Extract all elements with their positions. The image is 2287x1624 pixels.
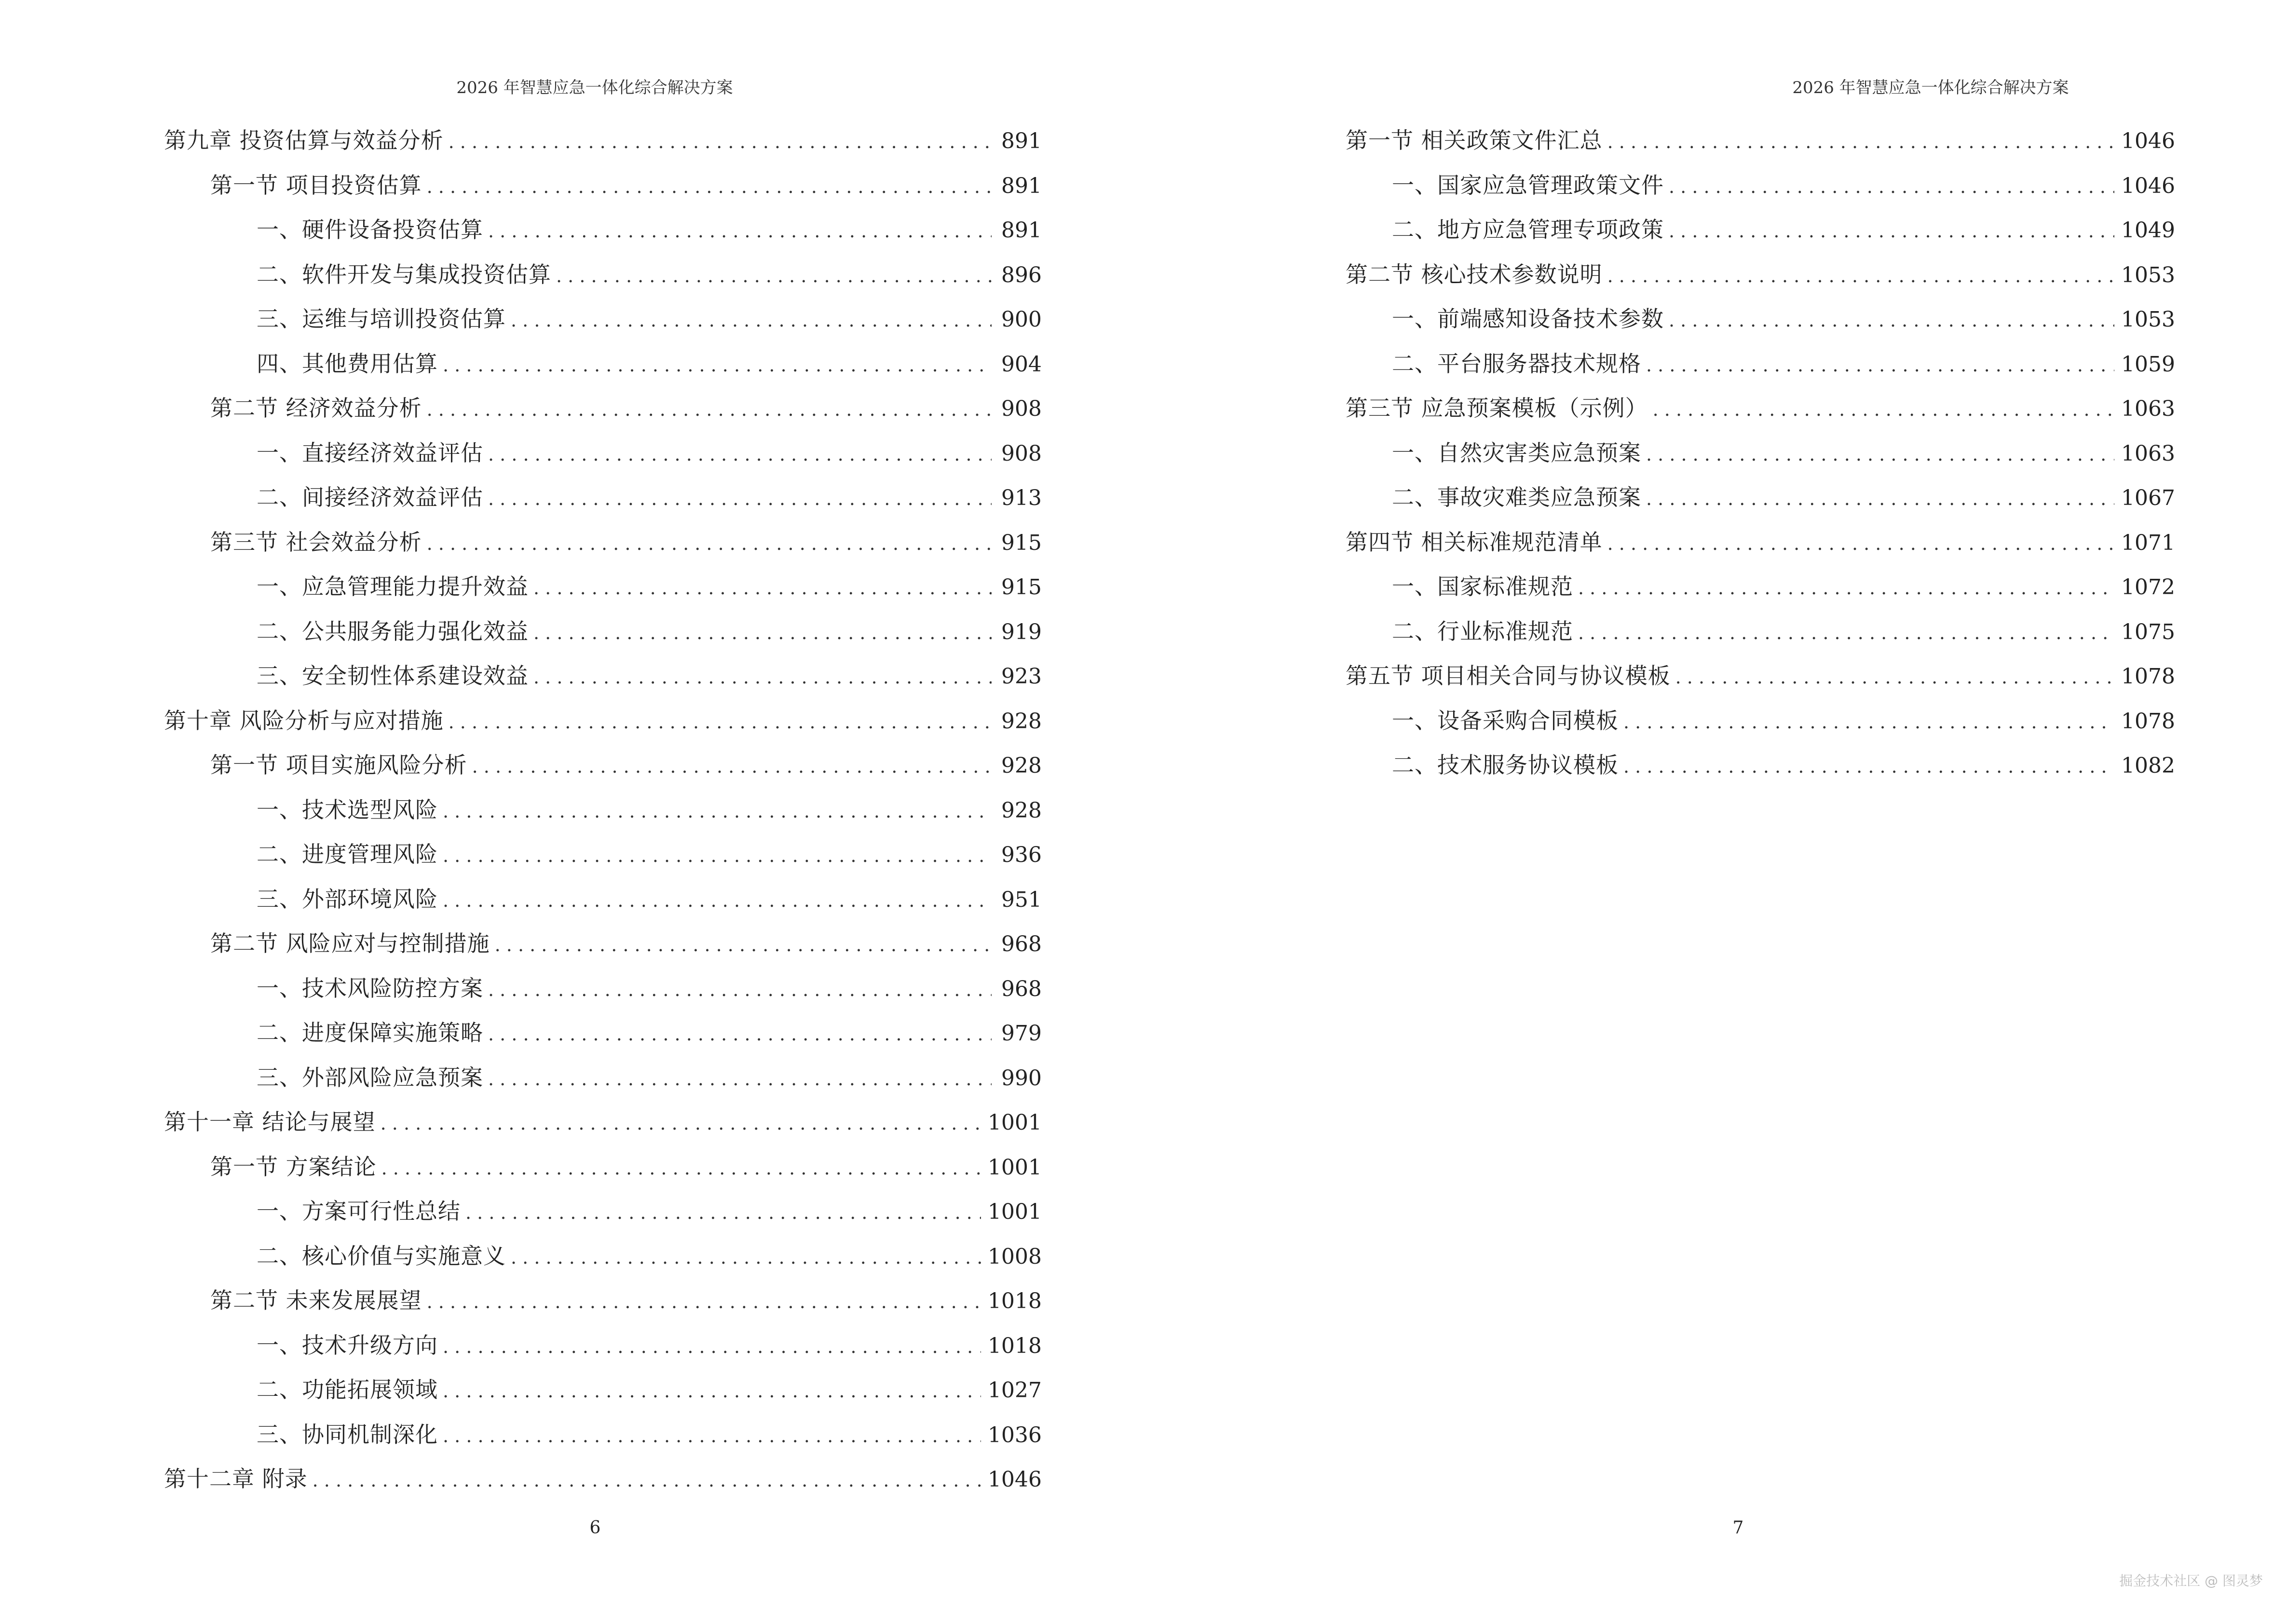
toc-entry-page-number: 908: [1001, 441, 1042, 466]
toc-entry[interactable]: [164, 654, 1042, 698]
toc-entry[interactable]: [164, 1189, 1042, 1234]
toc-entry-page-number: 1059: [2121, 352, 2175, 377]
toc-entry[interactable]: [164, 698, 1042, 743]
toc-entry[interactable]: [164, 1367, 1042, 1412]
toc-entry[interactable]: [164, 1055, 1042, 1100]
toc-entry-title: 第二节 风险应对与控制措施: [210, 930, 490, 956]
toc-entry-page-number: 968: [1001, 976, 1042, 1001]
dot-leader: [443, 878, 992, 923]
toc-entry-page-number: 891: [1001, 129, 1042, 153]
toc-entry-title: 第十章 风险分析与应对措施: [164, 707, 444, 734]
dot-leader: [381, 1146, 981, 1191]
dot-leader: [472, 744, 992, 789]
toc-entry-page-number: 900: [1001, 307, 1042, 332]
toc-entry-page-number: 1053: [2121, 307, 2175, 332]
toc-entry[interactable]: [1346, 341, 2175, 386]
running-header: 2026 年智慧应急一体化综合解决方案: [1792, 78, 2069, 97]
toc-entry[interactable]: [164, 1145, 1042, 1189]
dot-leader: [488, 1057, 992, 1102]
toc-entry[interactable]: [164, 1323, 1042, 1368]
toc-entry-page-number: 1049: [2121, 218, 2175, 243]
toc-entry[interactable]: [1346, 118, 2175, 163]
dot-leader: [488, 1012, 992, 1057]
toc-entry[interactable]: [164, 386, 1042, 431]
toc-entry[interactable]: [164, 832, 1042, 877]
dot-leader: [533, 611, 992, 655]
toc-entry[interactable]: [164, 252, 1042, 297]
toc-entry[interactable]: [164, 118, 1042, 163]
toc-entry-page-number: 1001: [988, 1155, 1042, 1180]
table-of-contents: [164, 118, 1042, 1501]
toc-entry[interactable]: [1346, 431, 2175, 476]
toc-entry-title: 一、技术选型风险: [257, 796, 438, 823]
toc-entry-page-number: 928: [1001, 753, 1042, 778]
toc-entry-title: 二、行业标准规范: [1392, 618, 1573, 644]
dot-leader: [1646, 432, 2114, 477]
toc-entry[interactable]: [1346, 698, 2175, 743]
toc-entry-title: 第二节 未来发展展望: [210, 1287, 422, 1313]
toc-entry-title: 二、技术服务协议模板: [1392, 752, 1619, 778]
toc-entry-page-number: 915: [1001, 530, 1042, 555]
toc-entry-page-number: 928: [1001, 798, 1042, 823]
dot-leader: [427, 387, 992, 432]
toc-entry[interactable]: [1346, 386, 2175, 431]
toc-entry-page-number: 891: [1001, 173, 1042, 198]
toc-entry-title: 二、功能拓展领域: [257, 1377, 438, 1403]
dot-leader: [533, 655, 992, 700]
dot-leader: [443, 343, 992, 388]
toc-entry[interactable]: [1346, 654, 2175, 698]
toc-entry-title: 三、外部环境风险: [257, 886, 438, 912]
toc-entry[interactable]: [164, 966, 1042, 1011]
toc-entry-page-number: 1027: [988, 1378, 1042, 1403]
toc-entry-title: 第二节 核心技术参数说明: [1346, 261, 1603, 287]
dot-leader: [1669, 209, 2114, 254]
toc-entry-page-number: 1018: [988, 1289, 1042, 1313]
page-number: 6: [589, 1518, 601, 1538]
dot-leader: [1607, 120, 2114, 164]
toc-entry-page-number: 1046: [988, 1467, 1042, 1492]
toc-entry[interactable]: [164, 163, 1042, 208]
toc-entry[interactable]: [1346, 207, 2175, 252]
dot-leader: [449, 700, 992, 745]
toc-entry[interactable]: [1346, 475, 2175, 520]
toc-entry-page-number: 1001: [988, 1110, 1042, 1135]
dot-leader: [443, 1369, 981, 1414]
dot-leader: [427, 164, 992, 209]
toc-entry-title: 二、进度保障实施策略: [257, 1020, 483, 1046]
toc-entry-page-number: 1071: [2121, 530, 2175, 555]
dot-leader: [427, 521, 992, 566]
dot-leader: [511, 1235, 981, 1280]
toc-entry-title: 三、协同机制深化: [257, 1421, 438, 1447]
toc-entry[interactable]: [1346, 252, 2175, 297]
toc-entry-title: 三、安全韧性体系建设效益: [257, 663, 529, 689]
dot-leader: [488, 432, 992, 477]
dot-leader: [443, 1324, 981, 1369]
toc-entry-title: 三、外部风险应急预案: [257, 1064, 483, 1091]
toc-entry[interactable]: [164, 743, 1042, 788]
toc-entry-title: 一、方案可行性总结: [257, 1198, 461, 1224]
table-of-contents: [1346, 118, 2175, 788]
toc-entry-title: 二、核心价值与实施意义: [257, 1242, 506, 1269]
toc-entry-title: 四、其他费用估算: [257, 350, 438, 377]
toc-entry-page-number: 968: [1001, 932, 1042, 956]
toc-entry-title: 二、地方应急管理专项政策: [1392, 217, 1664, 243]
dot-leader: [1607, 254, 2114, 299]
dot-leader: [488, 209, 992, 254]
dot-leader: [488, 477, 992, 521]
toc-entry[interactable]: [1346, 743, 2175, 788]
toc-entry-title: 二、事故灾难类应急预案: [1392, 484, 1641, 510]
toc-entry-title: 一、硬件设备投资估算: [257, 217, 483, 243]
toc-entry[interactable]: [164, 609, 1042, 654]
toc-entry-title: 三、运维与培训投资估算: [257, 306, 506, 332]
toc-entry-title: 第一节 方案结论: [210, 1153, 377, 1180]
toc-entry[interactable]: [164, 877, 1042, 922]
toc-entry[interactable]: [164, 788, 1042, 832]
toc-entry-page-number: 1078: [2121, 664, 2175, 689]
toc-entry-page-number: 1075: [2121, 619, 2175, 644]
toc-entry-page-number: 904: [1001, 352, 1042, 377]
toc-entry-page-number: 1078: [2121, 709, 2175, 734]
toc-entry-page-number: 915: [1001, 575, 1042, 600]
dot-leader: [1669, 298, 2114, 343]
toc-entry-page-number: 1046: [2121, 129, 2175, 153]
toc-entry[interactable]: [164, 207, 1042, 252]
toc-entry[interactable]: [164, 431, 1042, 476]
toc-entry-title: 第三节 应急预案模板（示例）: [1346, 395, 1648, 421]
toc-entry[interactable]: [164, 1100, 1042, 1145]
toc-entry[interactable]: [164, 341, 1042, 386]
toc-entry[interactable]: [1346, 163, 2175, 208]
toc-entry[interactable]: [1346, 520, 2175, 565]
toc-entry-title: 第十二章 附录: [164, 1466, 308, 1492]
dot-leader: [1646, 343, 2114, 388]
toc-entry-page-number: 891: [1001, 218, 1042, 243]
toc-entry-title: 一、国家应急管理政策文件: [1392, 172, 1664, 198]
toc-entry-title: 第一节 相关政策文件汇总: [1346, 127, 1603, 153]
dot-leader: [1653, 387, 2114, 432]
dot-leader: [1578, 566, 2114, 611]
toc-entry-page-number: 908: [1001, 396, 1042, 421]
running-header: 2026 年智慧应急一体化综合解决方案: [456, 78, 733, 97]
toc-entry-title: 一、直接经济效益评估: [257, 439, 483, 466]
dot-leader: [443, 1414, 981, 1459]
toc-entry-title: 第一节 项目投资估算: [210, 172, 422, 198]
toc-entry-title: 二、间接经济效益评估: [257, 484, 483, 510]
dot-leader: [1669, 164, 2114, 209]
right-page: [1144, 0, 2287, 1624]
dot-leader: [443, 789, 992, 834]
toc-entry-title: 第十一章 结论与展望: [164, 1109, 376, 1135]
toc-entry-title: 第五节 项目相关合同与协议模板: [1346, 663, 1671, 689]
toc-entry[interactable]: [164, 564, 1042, 609]
toc-entry-page-number: 990: [1001, 1065, 1042, 1091]
toc-entry-title: 二、进度管理风险: [257, 841, 438, 867]
toc-entry-title: 二、软件开发与集成投资估算: [257, 261, 551, 287]
page-number: 7: [1732, 1518, 1744, 1538]
toc-entry-title: 一、前端感知设备技术参数: [1392, 306, 1664, 332]
toc-entry[interactable]: [1346, 297, 2175, 341]
toc-entry-page-number: 1018: [988, 1333, 1042, 1358]
site-watermark: 掘金技术社区 @ 图灵梦: [2119, 1573, 2263, 1589]
toc-entry-title: 第一节 项目实施风险分析: [210, 752, 467, 778]
toc-entry-page-number: 1063: [2121, 396, 2175, 421]
toc-entry[interactable]: [164, 921, 1042, 966]
toc-entry[interactable]: [164, 1412, 1042, 1457]
dot-leader: [488, 968, 992, 1012]
dot-leader: [381, 1101, 981, 1146]
toc-entry[interactable]: [164, 297, 1042, 341]
toc-entry-page-number: 1046: [2121, 173, 2175, 198]
dot-leader: [556, 254, 992, 299]
toc-entry-title: 第九章 投资估算与效益分析: [164, 127, 444, 153]
toc-entry[interactable]: [164, 1234, 1042, 1279]
toc-entry-title: 二、平台服务器技术规格: [1392, 350, 1641, 377]
toc-entry-page-number: 951: [1001, 887, 1042, 912]
toc-entry-title: 一、技术升级方向: [257, 1332, 438, 1358]
toc-entry[interactable]: [164, 520, 1042, 565]
toc-entry-page-number: 1072: [2121, 575, 2175, 600]
toc-entry-title: 二、公共服务能力强化效益: [257, 618, 529, 644]
toc-entry-page-number: 913: [1001, 486, 1042, 510]
dot-leader: [511, 298, 992, 343]
toc-entry-page-number: 1001: [988, 1200, 1042, 1224]
toc-entry-page-number: 1008: [988, 1244, 1042, 1269]
toc-entry-title: 一、应急管理能力提升效益: [257, 573, 529, 600]
dot-leader: [1578, 611, 2114, 655]
dot-leader: [1607, 521, 2114, 566]
toc-entry[interactable]: [1346, 609, 2175, 654]
toc-entry-page-number: 923: [1001, 664, 1042, 689]
dot-leader: [443, 833, 992, 878]
toc-entry-page-number: 1053: [2121, 262, 2175, 287]
dot-leader: [427, 1280, 981, 1324]
toc-entry-title: 一、国家标准规范: [1392, 573, 1573, 600]
toc-entry-page-number: 928: [1001, 709, 1042, 734]
toc-entry[interactable]: [164, 1278, 1042, 1323]
dot-leader: [1623, 744, 2114, 789]
toc-entry-page-number: 1082: [2121, 753, 2175, 778]
dot-leader: [1646, 477, 2114, 521]
dot-leader: [449, 120, 992, 164]
toc-entry-page-number: 1067: [2121, 486, 2175, 510]
dot-leader: [313, 1458, 981, 1503]
toc-entry-title: 第二节 经济效益分析: [210, 395, 422, 421]
dot-leader: [465, 1190, 981, 1235]
toc-entry-title: 第三节 社会效益分析: [210, 529, 422, 555]
toc-entry[interactable]: [164, 475, 1042, 520]
toc-entry-page-number: 979: [1001, 1021, 1042, 1046]
dot-leader: [495, 923, 992, 968]
dot-leader: [533, 566, 992, 611]
toc-entry[interactable]: [164, 1010, 1042, 1055]
toc-entry-page-number: 1036: [988, 1422, 1042, 1447]
toc-entry-page-number: 936: [1001, 843, 1042, 867]
toc-entry-page-number: 896: [1001, 262, 1042, 287]
toc-entry-title: 第四节 相关标准规范清单: [1346, 529, 1603, 555]
toc-entry[interactable]: [1346, 564, 2175, 609]
toc-entry-title: 一、技术风险防控方案: [257, 975, 483, 1001]
toc-entry-title: 一、自然灾害类应急预案: [1392, 439, 1641, 466]
toc-entry-title: 一、设备采购合同模板: [1392, 707, 1619, 734]
toc-entry-page-number: 1063: [2121, 441, 2175, 466]
toc-entry[interactable]: [164, 1457, 1042, 1501]
dot-leader: [1623, 700, 2114, 745]
toc-entry-page-number: 919: [1001, 619, 1042, 644]
dot-leader: [1675, 655, 2114, 700]
